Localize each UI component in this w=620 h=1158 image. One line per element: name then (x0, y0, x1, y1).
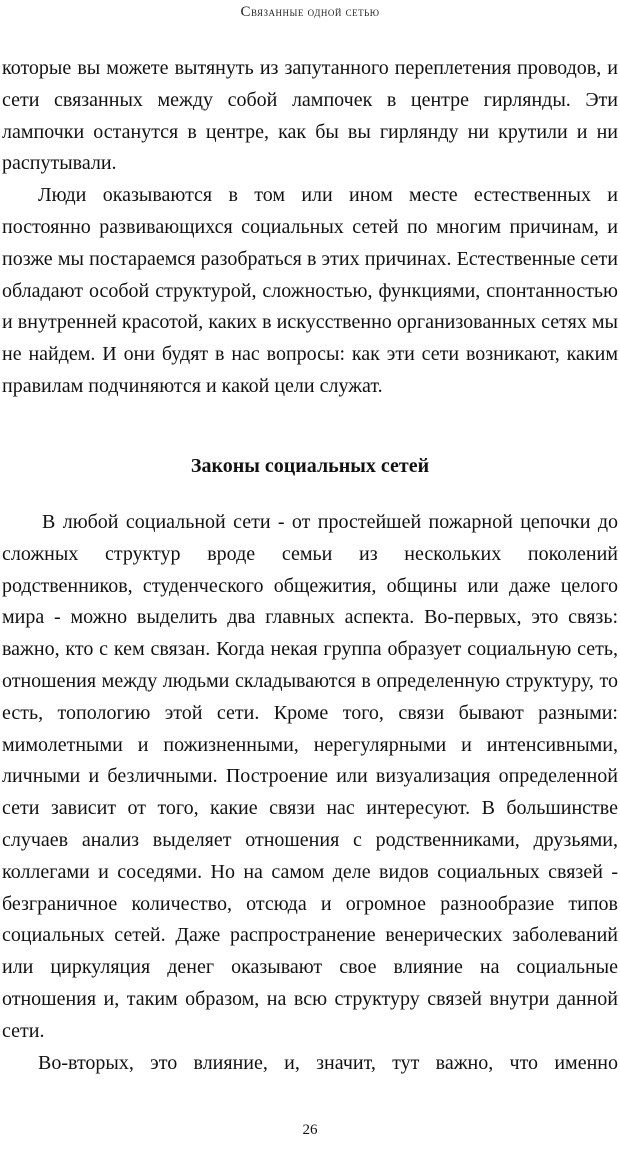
paragraph-continuation: которые вы можете вытянуть из запутанного переплетения проводов, и сети связанных между собой лампочек в центре гирлянды. Эти лампочки останутся в центре, как бы вы гирлянду ни крутили и ни распутывали. (2, 57, 618, 175)
paragraph-connection-aspect: В любой социальной сети - от простейшей пожарной цепочки до сложных структур вроде семьи из нескольких поколений родственников, студенческого общежития, общины или даже целого мира - можно выделить два главных аспекта. Во-первых, это связь: важно, кто с кем связан. Когда некая группа образует социальную сеть, отношения между людьми складываются в определенную структуру, то есть, топологию этой сети. Кроме того, связи бывают разными: мимолетными и пожизненными, нерегулярными и интенсивными, личными и безличными. Построение или визуализация определенной сети зависит от того, какие связи нас интересуют. В большинстве случаев анализ выделяет отношения с родственниками, друзьями, коллегами и соседями. Но на самом деле видов социальных связей - безграничное количество, отсюда и огромное разнообразие типов социальных сетей. Даже распространение венерических заболеваний или циркуляция денег оказывают свое влияние на социальные отношения и, таким образом, на всю структуру связей внутри данной сети. (2, 511, 618, 1042)
paragraph-natural-networks: Люди оказываются в том или ином месте естественных и постоянно развивающихся социальных сетей по многим причинам, и позже мы постараемся разобраться в этих причинах. Естественные сети обладают особой структурой, сложностью, функциями, спонтанностью и внутренней красотой, каких в искусственно организованных сетях мы не найдем. И они будят в нас вопросы: как эти сети возникают, каким правилам подчиняются и какой цели служат. (2, 184, 618, 397)
running-head (0, 4, 620, 21)
running-head-title: Связанные одной сетью (240, 4, 380, 20)
body-text-after-heading (2, 507, 618, 1079)
paragraph-influence-aspect: Во-вторых, это влияние, и, значит, тут важно, что именно (38, 1051, 618, 1074)
body-text-before-heading (2, 53, 618, 403)
page-number: 26 (302, 1122, 318, 1138)
section-heading: Законы социальных сетей (190, 455, 430, 477)
